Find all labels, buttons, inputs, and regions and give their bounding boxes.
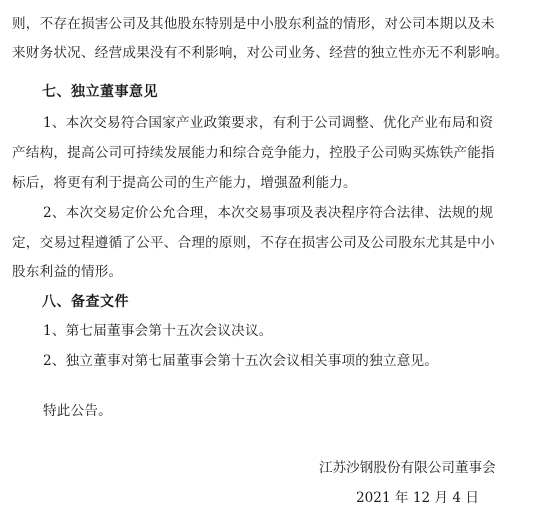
- section-8-item-1: 1、第七届董事会第十五次会议决议。: [43, 323, 273, 339]
- intro-line-1: 则，不存在损害公司及其他股东特别是中小股东利益的情形，对公司本期以及未: [12, 16, 495, 32]
- section-8-heading: 八、备查文件: [42, 294, 129, 310]
- section-7-heading: 七、独立董事意见: [42, 84, 158, 100]
- section-7-item-2-line-3: 股东利益的情形。: [12, 264, 123, 280]
- section-7-item-1-line-3: 标后，将更有利于提高公司的生产能力，增强盈利能力。: [12, 175, 357, 191]
- intro-line-2: 来财务状况、经营成果没有不利影响，对公司业务、经营的独立性亦无不利影响。: [12, 45, 509, 61]
- signature-date: 2021 年 12 月 4 日: [356, 490, 479, 506]
- signature-company: 江苏沙钢股份有限公司董事会: [319, 460, 496, 476]
- section-8-item-2: 2、独立董事对第七届董事会第十五次会议相关事项的独立意见。: [43, 353, 439, 369]
- section-7-item-1-line-2: 产结构，提高公司可持续发展能力和综合竞争能力，控股子公司购买炼铁产能指: [12, 145, 495, 161]
- closing-text: 特此公告。: [43, 403, 112, 419]
- section-7-item-1-line-1: 1、本次交易符合国家产业政策要求，有利于公司调整、优化产业布局和资: [43, 115, 494, 131]
- section-7-item-2-line-1: 2、本次交易定价公允合理，本次交易事项及表决程序符合法律、法规的规: [43, 205, 494, 221]
- section-7-item-2-line-2: 定，交易过程遵循了公平、合理的原则，不存在损害公司及公司股东尤其是中小: [12, 235, 495, 251]
